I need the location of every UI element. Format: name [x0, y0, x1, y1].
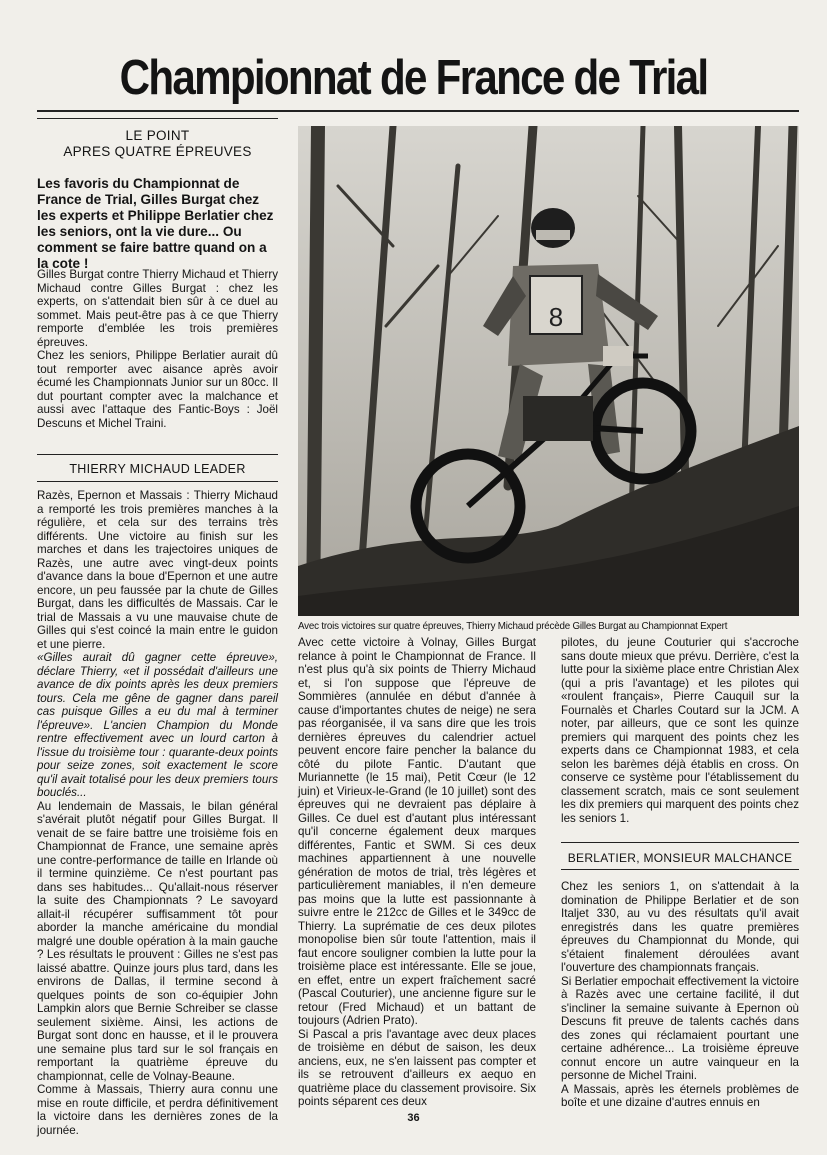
section-rule: [37, 481, 278, 482]
body-paragraph: Razès, Epernon et Massais : Thierry Michaud a remporté les trois premières manches à la régulière, et cela sur des terrains très différents. Une victoire au finish sur les marches et dans les trajectoires uniques de Razès, une autre avec vingt-deux points d'avance dans la boue d'Epernon et une autre encore, un peu faussée par la chute de Gilles Burgat, dans les difficultés de Massais. Car le trial de Massais a vu une mauvaise chute de Gilles qui s'est coincé la main entre le guidon et une pierre.: [37, 489, 278, 651]
section-rule: [561, 842, 799, 843]
body-paragraph: Si Pascal a pris l'avantage avec deux places de troisième en début de saison, les deux anciens, eux, ne s'en laissent pas compter et ils se retrouvent d'ailleurs ex aequo en quatrième place du classement provisoire. Six points séparent ces deux: [298, 1027, 536, 1108]
column-2-text: [298, 636, 536, 1109]
column-3-text: [561, 636, 799, 825]
page-number: 36: [407, 1112, 420, 1124]
heading-line-2: APRES QUATRE ÉPREUVES: [63, 144, 252, 159]
quote-paragraph: «Gilles aurait dû gagner cette épreuve», déclare Thierry, «et il possédait d'ailleurs une avance de dix points après les deux premiers tours. Cela me gêne de gagner dans pareil cas puisque Gilles a eu du mal à terminer l'épreuve». L'ancien Champion du Monde rentre effectivement avec un lourd carton à l'issue du troisième tour : quarante-deux points pour seize zones, soit exactement le score qu'il avait totalisé pour les deux premiers tours bouclés...: [37, 651, 278, 799]
column-1-text: [37, 489, 278, 1137]
intro-paragraph: Chez les seniors, Philippe Berlatier aurait dû tout remporter avec aisance après avoir écumé les Championnats Junior sur un 80cc. Il dut pourtant compter avec la malchance et aussi avec l'attaque des Fantic-Boys : Joël Descuns et Michel Traini.: [37, 349, 279, 430]
body-paragraph: Comme à Massais, Thierry aura connu une mise en route difficile, et perdra définitivement la victoire dans les dernières zones de la journée.: [37, 1083, 278, 1137]
section-heading-le-point: [37, 128, 278, 160]
photo-illustration: [298, 126, 799, 616]
intro-text: [37, 268, 278, 430]
body-paragraph: pilotes, du jeune Couturier qui s'accroche sans doute mieux que prévu. Derrière, c'est la lutte pour la sixième place entre Christian Alex (qui a pris l'avantage) et les pilotes qui «roulent français», Pierre Cauquil sur la Fournalès et Charles Coutard sur la JCM. A noter, par ailleurs, que ce sont les quinze premiers qui marquent des points chez les experts dans ce Championnat 1983, et cela selon les barèmes déjà établis en cross. On conserve ce système pour l'établissement du classement scratch, mais ce sont seulement les dix premiers qui marquent des points chez les seniors 1.: [561, 636, 799, 825]
section-heading-berlatier: BERLATIER, MONSIEUR MALCHANCE: [567, 851, 793, 865]
page-title: Championnat de France de Trial: [119, 51, 708, 105]
body-paragraph: Chez les seniors 1, on s'attendait à la domination de Philippe Berlatier et de son Italjet 330, au vu des résultats qu'il avait enregistrés dans les quatre premières épreuves du Championnat du Monde, qui s'étaient finalement déroulées avant l'ouverture des championnats français.: [561, 880, 799, 974]
section-rule: [561, 869, 799, 870]
trial-rider-photo: [298, 126, 799, 616]
column-3b-text: [561, 880, 799, 1110]
body-paragraph: Au lendemain de Massais, le bilan général s'avérait plutôt négatif pour Gilles Burgat. Il venait de se faire battre une troisième fois en Championnat de France, une semaine après une contre-performance de taille en Irlande où il termine quinzième. Ce n'est pourtant pas dans ses habitudes... Qu'allait-nous réserver la suite des Championnats ? Le savoyard allait-il récupérer suffisamment tôt pour aborder la manche américaine du mondial malgré une double opération à la main gauche ? Les résultats le prouvent : Gilles ne s'est pas laissé abattre. Quinze jours plus tard, dans les environs de Dallas, il termine second à quelques points de son co-équipier John Lampkin alors que Bernie Schreiber se classe seulement sixième. Ainsi, les actions de Burgat sont donc en hausse, et il le prouvera une semaine plus tard sur le sol français en remportant la quatrième épreuve du championnat, celle de Volnay-Beaune.: [37, 799, 278, 1083]
title-rule: [37, 110, 799, 112]
body-paragraph: A Massais, après les éternels problèmes de boîte et une dizaine d'autres ennuis en: [561, 1082, 799, 1109]
svg-text:8: 8: [548, 302, 564, 332]
section-heading-michaud: THIERRY MICHAUD LEADER: [69, 462, 246, 476]
section-rule-top: [37, 118, 278, 119]
lead-paragraph: Les favoris du Championnat de France de Trial, Gilles Burgat chez les experts et Philippe Berlatier chez les seniors, ont la vie dure... Ou comment se faire battre quand on a la cote !: [37, 176, 274, 271]
body-paragraph: Avec cette victoire à Volnay, Gilles Burgat relance à point le Championnat de France. Il n'est plus qu'à six points de Thierry Michaud et, si l'on suppose que l'épreuve de Sommières (annulée en début d'année à cause d'importantes chutes de neige) ne sera pas réorganisée, il va sans dire que les trois dernières épreuves du calendrier actuel peuvent encore faire pencher la balance du côté du pilote Fantic. D'autant que Muriannette (le 15 mai), Petit Cœur (le 12 juin) et Virieux-le-Grand (le 10 juillet) sont des épreuves qui ne devraient pas déplaire à Gilles. Ce duel est d'autant plus intéressant qu'il concerne également deux marques différentes, Fantic et SWM. Si ces deux machines appartiennent à une nouvelle génération de motos de trial, très légères et particulièrement maniables, il n'en demeure pas moins que la lutte est passionnante à suivre entre le 212cc de Gilles et le 349cc de Thierry. La suprématie de ces deux pilotes monopolise bien sûr toute l'attention, mais il faut encore souligner combien la lutte pour la troisième place est intéressante. Elle se joue, en effet, entre un expert fraîchement sacré (Pascal Couturier), une ancienne figure sur le retour (Fred Michaud) et un battant de toujours (Adrien Prato).: [298, 636, 536, 1027]
body-paragraph: Si Berlatier empochait effectivement la victoire à Razès avec une certaine facilité, il dut s'incliner la semaine suivante à Epernon où Descuns fit preuve de talents cachés dans des zones qui réclamaient pourtant une certaine adhérence... La troisième épreuve connut encore un autre vainqueur en la personne de Michel Traini.: [561, 974, 799, 1082]
heading-line-1: LE POINT: [125, 128, 190, 143]
photo-caption: Avec trois victoires sur quatre épreuves, Thierry Michaud précède Gilles Burgat au Championnat Expert: [298, 621, 728, 632]
section-rule: [37, 454, 278, 455]
intro-paragraph: Gilles Burgat contre Thierry Michaud et Thierry Michaud contre Gilles Burgat : chez les experts, on s'attendait bien sûr à ce duel au sommet. Mais peut-être pas à ce que Thierry remporte d'emblée les trois premières épreuves.: [37, 268, 278, 349]
